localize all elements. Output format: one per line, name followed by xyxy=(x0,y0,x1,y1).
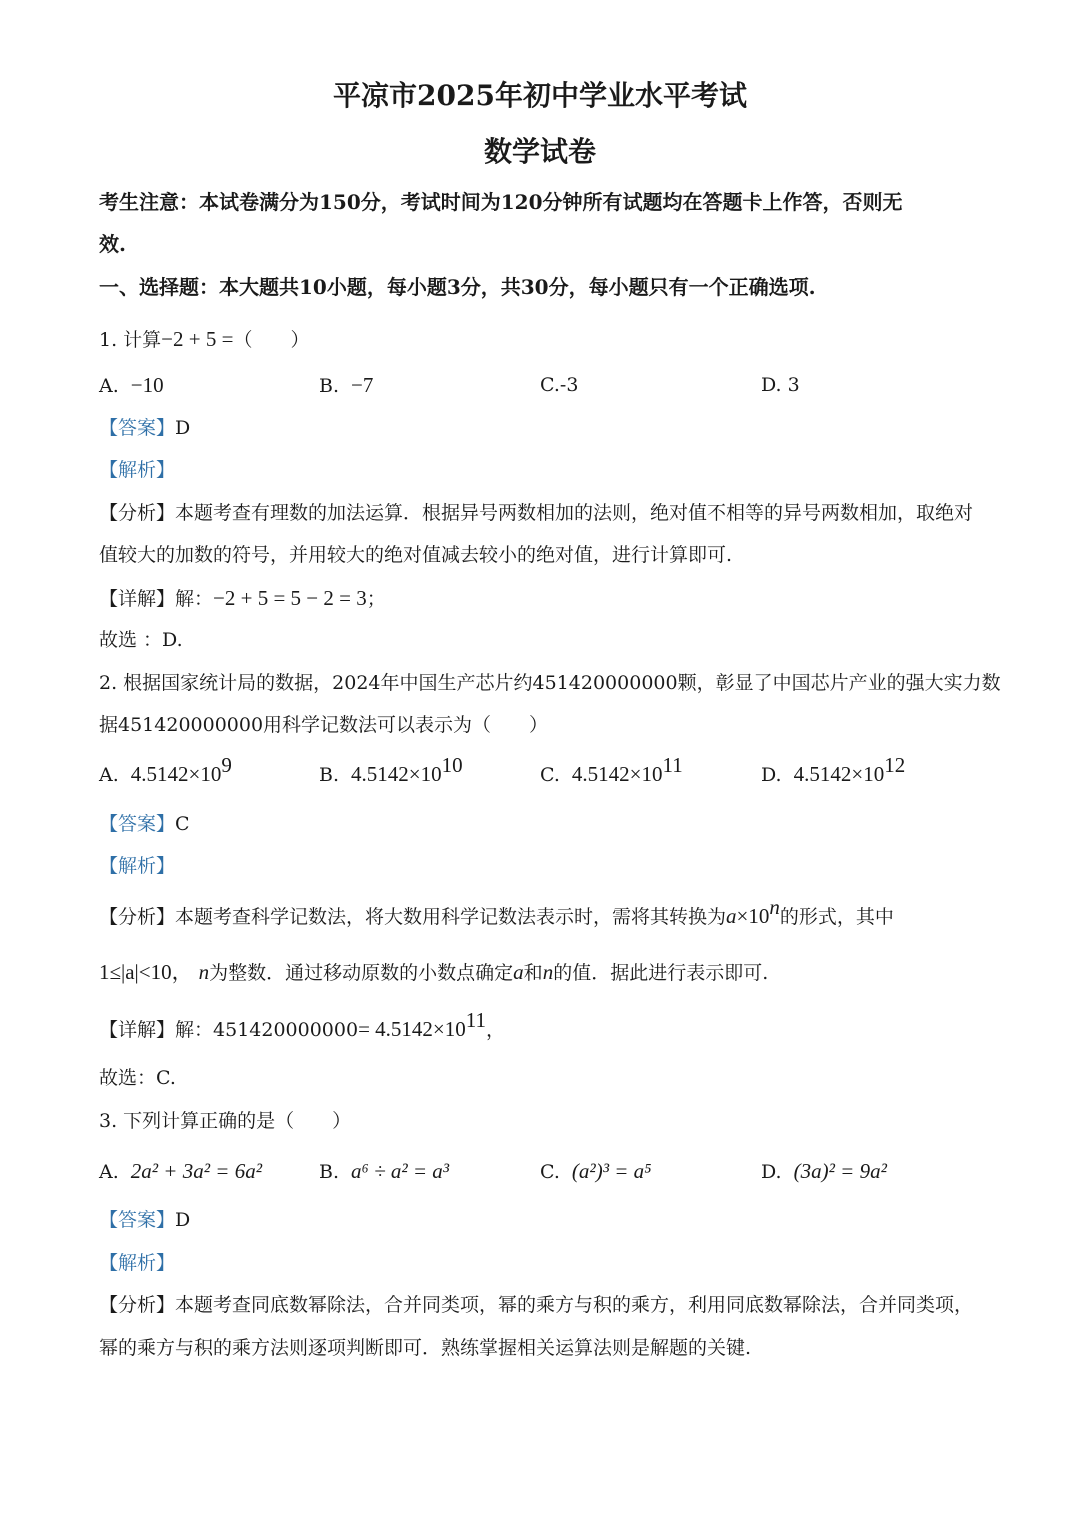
q2-option-d xyxy=(761,753,906,789)
q1-answer-tag: 【答案】 xyxy=(99,417,176,439)
q2-analysis-line-2 xyxy=(99,958,768,987)
q1-answer xyxy=(99,414,190,442)
q2-option-c-exp: 11 xyxy=(662,753,683,777)
q2-option-c-base: 4.5142×10 xyxy=(571,762,663,786)
q3-option-c xyxy=(540,1157,651,1186)
q1-option-b-label: B. xyxy=(319,375,340,397)
q2-detail xyxy=(99,1008,506,1044)
q1-option-a-text: −10 xyxy=(130,373,164,397)
q2-detail-suffix: ， xyxy=(486,1019,506,1041)
q2-option-a-label: A. xyxy=(99,764,119,786)
q3-option-b-label: B. xyxy=(319,1161,340,1183)
q1-option-b xyxy=(319,371,373,400)
q2-cond-n: n xyxy=(198,960,210,984)
q3-option-a-label: A. xyxy=(99,1161,119,1183)
exam-title: 平凉市2025年初中学业水平考试 xyxy=(333,79,747,112)
q2-option-a xyxy=(99,753,232,789)
q3-option-c-text: (a²)³ = a⁵ xyxy=(571,1159,652,1183)
q3-answer xyxy=(99,1206,190,1234)
q1-option-d-text: 3 xyxy=(787,374,800,396)
notice-line-1: 考生注意：本试卷满分为150分，考试时间为120分钟所有试题均在答题卡上作答，否则无 xyxy=(99,190,903,214)
q2-and: 和 xyxy=(523,962,543,984)
q1-stem-prefix: 1. 计算 xyxy=(99,329,162,351)
q2-answer-tag: 【答案】 xyxy=(99,813,176,835)
q3-option-c-label: C. xyxy=(540,1161,560,1183)
q1-fenxi-tag: 【分析】 xyxy=(99,502,176,524)
q3-option-b-text: a⁶ ÷ a² = a³ xyxy=(351,1159,450,1183)
q1-conclusion: 故选 ：D. xyxy=(99,629,183,651)
q2-analysis-text-2a: 为整数．通过移动原数的小数点确定 xyxy=(209,962,514,984)
q2-detail-tag: 【详解】 xyxy=(99,1019,176,1041)
q1-option-b-text: −7 xyxy=(351,373,374,397)
q1-option-d xyxy=(761,371,800,399)
q3-answer-tag: 【答案】 xyxy=(99,1209,176,1231)
q3-option-a xyxy=(99,1157,262,1186)
question-3-stem: 3. 下列计算正确的是（ ） xyxy=(99,1110,352,1132)
q2-option-d-label: D. xyxy=(761,764,782,786)
q1-detail-expr: −2 + 5 = 5 − 2 = 3 xyxy=(213,586,367,610)
q2-option-b xyxy=(319,753,463,789)
q1-analysis-text-1: 本题考查有理数的加法运算．根据异号两数相加的法则，绝对值不相等的异号两数相加，取绝对 xyxy=(175,502,974,524)
q2-analysis-text-2b: 的值．据此进行表示即可. xyxy=(553,962,769,984)
q2-fenxi-tag: 【分析】 xyxy=(99,906,176,928)
q2-answer-value: C xyxy=(175,813,190,835)
q2-option-c-label: C. xyxy=(540,764,560,786)
q3-option-a-text: 2a² + 3a² = 6a² xyxy=(130,1159,262,1183)
q3-option-d-text: (3a)² = 9a² xyxy=(793,1159,887,1183)
q1-detail xyxy=(99,584,386,613)
q3-answer-value: D xyxy=(175,1209,191,1231)
notice-line-2: 效. xyxy=(99,232,126,256)
q2-option-d-base: 4.5142×10 xyxy=(793,762,885,786)
q2-option-b-label: B. xyxy=(319,764,340,786)
q3-analysis-text-1: 本题考查同底数幂除法，合并同类项，幂的乘方与积的乘方，利用同底数幂除法，合并同类项， xyxy=(175,1294,974,1316)
q1-detail-prefix: 解： xyxy=(175,588,214,610)
q3-option-d xyxy=(761,1157,887,1186)
question-1-stem xyxy=(99,325,309,354)
q3-option-d-label: D. xyxy=(761,1161,782,1183)
q1-stem-suffix: （ ） xyxy=(233,329,310,351)
q3-fenxi-tag: 【分析】 xyxy=(99,1294,176,1316)
q1-detail-tag: 【详解】 xyxy=(99,588,176,610)
q2-answer xyxy=(99,810,190,838)
q2-cond: 1≤|a|<10， xyxy=(99,960,193,984)
q1-detail-suffix: ； xyxy=(366,588,386,610)
q1-analysis-line-2: 值较大的加数的符号，并用较大的绝对值减去较小的绝对值，进行计算即可. xyxy=(99,544,733,566)
q2-form-n: n xyxy=(769,895,780,919)
q2-option-b-exp: 10 xyxy=(441,753,463,777)
q1-option-c-text: -3 xyxy=(559,374,579,396)
q3-analysis-line-1 xyxy=(99,1291,973,1319)
q1-analysis-tag: 【解析】 xyxy=(99,459,176,481)
exam-subtitle: 数学试卷 xyxy=(483,135,596,168)
q2-analysis-line-1 xyxy=(99,895,894,931)
section-heading: 一、选择题：本大题共10小题，每小题3分，共30分，每小题只有一个正确选项. xyxy=(99,275,816,299)
q2-analysis-tag: 【解析】 xyxy=(99,855,176,877)
q2-cond-a: a xyxy=(513,960,524,984)
q2-analysis-text-1-suffix: 的形式，其中 xyxy=(779,906,894,928)
question-2-stem-line-1: 2. 根据国家统计局的数据，2024年中国生产芯片约451420000000颗，彰显了中国芯片产业的强大实力数 xyxy=(99,672,1001,694)
q2-analysis-text-1: 本题考查科学记数法，将大数用科学记数法表示时，需将其转换为 xyxy=(175,906,727,928)
q3-analysis-line-2: 幂的乘方与积的乘方法则逐项判断即可．熟练掌握相关运算法则是解题的关键. xyxy=(99,1337,752,1359)
q2-form-mid: ×10 xyxy=(736,904,770,928)
q2-option-a-exp: 9 xyxy=(221,753,232,777)
q2-option-a-base: 4.5142×10 xyxy=(130,762,222,786)
question-2-stem-line-2: 据451420000000用科学记数法可以表示为（ ） xyxy=(99,714,549,736)
q1-analysis-line-1 xyxy=(99,499,973,527)
q1-stem-expr: −2 + 5 = xyxy=(161,327,234,351)
q3-analysis-tag: 【解析】 xyxy=(99,1252,176,1274)
q2-option-b-base: 4.5142×10 xyxy=(351,762,442,786)
q2-detail-exp: 11 xyxy=(465,1008,486,1032)
q2-detail-eq: = 4.5142×10 xyxy=(358,1017,466,1041)
q2-cond-n2: n xyxy=(542,960,554,984)
q2-option-c xyxy=(540,753,683,789)
q1-option-c xyxy=(540,371,578,399)
q2-conclusion: 故选：C. xyxy=(99,1067,176,1089)
q1-option-c-label: C. xyxy=(540,374,560,396)
q1-option-d-label: D. xyxy=(761,374,782,396)
q1-option-a xyxy=(99,371,164,400)
q1-option-a-label: A. xyxy=(99,375,119,397)
q1-answer-value: D xyxy=(175,417,191,439)
q2-option-d-exp: 12 xyxy=(884,753,906,777)
q2-detail-prefix: 解：451420000000 xyxy=(175,1019,359,1041)
q3-option-b xyxy=(319,1157,449,1186)
q2-form-a: a xyxy=(726,904,737,928)
